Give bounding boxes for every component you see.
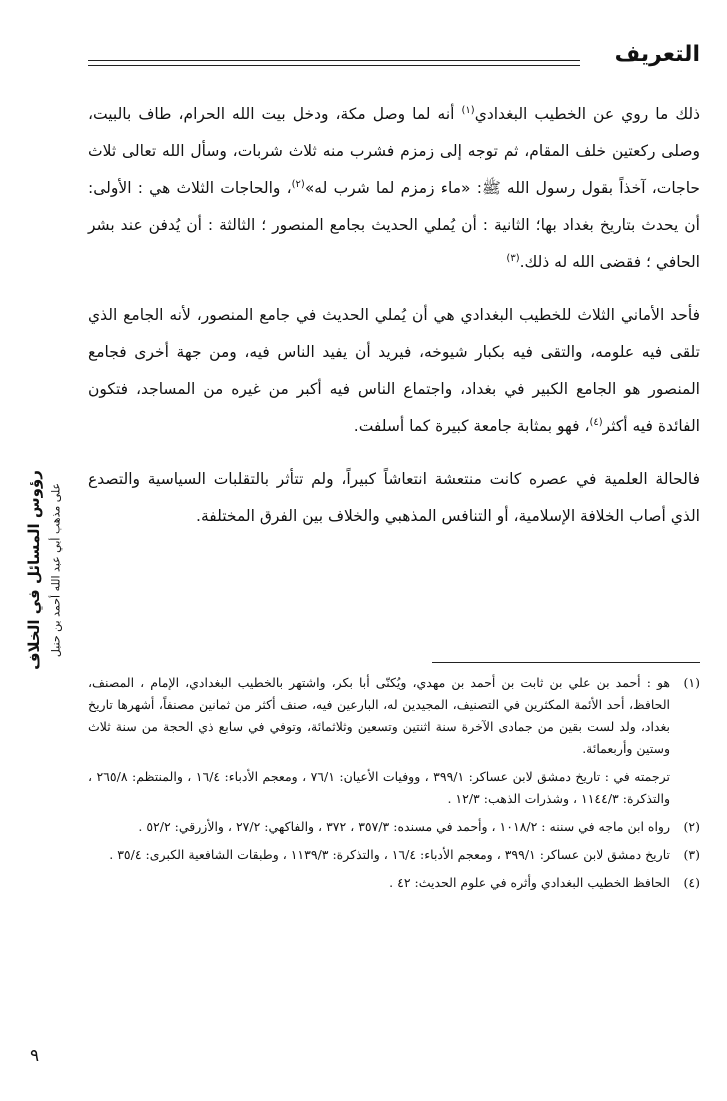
- paragraph-text: ، والحاجات الثلاث هي : الأولى: أن يحدث بتاريخ بغداد بها؛ الثانية : أن يُملي الحديث بجامع المنصور ؛ الثالثة : أن يُدفن عند بشر الحافي ؛ فقضى الله له ذلك.: [88, 179, 700, 271]
- footnote-ref: (١): [461, 104, 475, 116]
- section-title: التعريف: [614, 42, 700, 67]
- paragraph-text: فأحد الأماني الثلاث للخطيب البغدادي هي أن يُملي الحديث في جامع المنصور، لأنه الجامع الذي تلقى فيه علومه، والتقى فيه بكبار شيوخه، فيريد أن يفيد الناس فيه، ومن جهة أخرى فجامع المنصور هو الجامع الكبير في بغداد، واجتماع الناس فيه أكبر من غيره من المساجد، فتكون الفائدة فيه أكثر: [88, 306, 700, 435]
- footnote-number: (٤): [683, 875, 700, 890]
- paragraph: [88, 461, 700, 535]
- side-running-title: [14, 420, 74, 720]
- footnote: [88, 844, 700, 866]
- paragraph-text: فالحالة العلمية في عصره كانت منتعشة انتعاشاً كبيراً، ولم تتأثر بالتقلبات السياسية والتصدع الذي أصاب الخلافة الإسلامية، أو التنافس المذهبي والخلاف بين الفرق المختلفة.: [88, 470, 700, 525]
- footnote-number: (١): [683, 675, 700, 690]
- footnote: [88, 872, 700, 894]
- footnote-separator: [432, 662, 700, 663]
- side-title-main: رؤوس المسائل في الخلاف: [25, 470, 43, 670]
- footnote-text: رواه ابن ماجه في سننه : ١٠١٨/٢ ، وأحمد في مسنده: ٣٥٧/٣ ، ٣٧٢ ، والفاكهي: ٢٧/٢ ، والأزرقي: ٥٢/٢ .: [138, 819, 670, 834]
- footnote-text: هو : أحمد بن علي بن ثابت بن أحمد بن مهدي، ويُكنّى أبا بكر، واشتهر بالخطيب البغدادي، الإمام ، المصنف، الحافظ، أحد الأئمة المكثرين في التصنيف، المجيدين له، البارعين فيه، صنف أكثر من ثمانين مصنفاً، أشهرها تاريخ بغداد، ولد لست بقين من جمادى الآخرة سنة اثنتين وتسعين وثلاثمائة، وتوفي في سابع ذي الحجة من سنة ثلاث وستين وأربعمائة.: [88, 675, 670, 756]
- footnote-sources: ترجمته في : تاريخ دمشق لابن عساكر: ٣٩٩/١ ، ووفيات الأعيان: ٧٦/١ ، ومعجم الأدباء: ١٦/٤ ، والمنتظم: ٢٦٥/٨ ، والتذكرة: ١١٤٤/٣ ، وشذرات الذهب: ١٢/٣ .: [88, 769, 670, 806]
- footnote-text: الحافظ الخطيب البغدادي وأثره في علوم الحديث: ٤٢ .: [389, 875, 670, 890]
- footnote-ref: (٢): [291, 178, 305, 190]
- paragraph-text: أنه لما وصل مكة، ودخل بيت الله الحرام، طاف بالبيت، وصلى ركعتين خلف المقام، ثم توجه إلى زمزم فشرب منه ثلاث شربات، وسأل الله تعالى ثلاث حاجات، آخذاً بقول رسول الله ﷺ: «ماء زمزم لما شرب له»: [88, 105, 700, 197]
- footnote-ref: (٣): [506, 252, 520, 264]
- footnotes: [88, 672, 700, 900]
- page-number: ٩: [30, 1046, 40, 1066]
- footnote: [88, 672, 700, 760]
- paragraph: [88, 96, 700, 281]
- running-header: [88, 40, 700, 70]
- paragraph: [88, 297, 700, 445]
- paragraph-text: ، فهو بمثابة جامعة كبيرة كما أسلفت.: [353, 417, 590, 435]
- main-text: [88, 96, 700, 551]
- footnote: [88, 816, 700, 838]
- footnote-ref: (٤): [589, 416, 603, 428]
- paragraph-text: ذلك ما روي عن الخطيب البغدادي: [474, 105, 701, 123]
- side-title-sub: على مذهب أبي عبد الله أحمد بن حنبل: [49, 482, 63, 658]
- footnote-number: (٣): [683, 847, 700, 862]
- header-rule: [88, 60, 580, 66]
- footnote-text: تاريخ دمشق لابن عساكر: ٣٩٩/١ ، ومعجم الأدباء: ١٦/٤ ، والتذكرة: ١١٣٩/٣ ، وطبقات الشافعية الكبرى: ٣٥/٤ .: [109, 847, 670, 862]
- footnote-number: (٢): [683, 819, 700, 834]
